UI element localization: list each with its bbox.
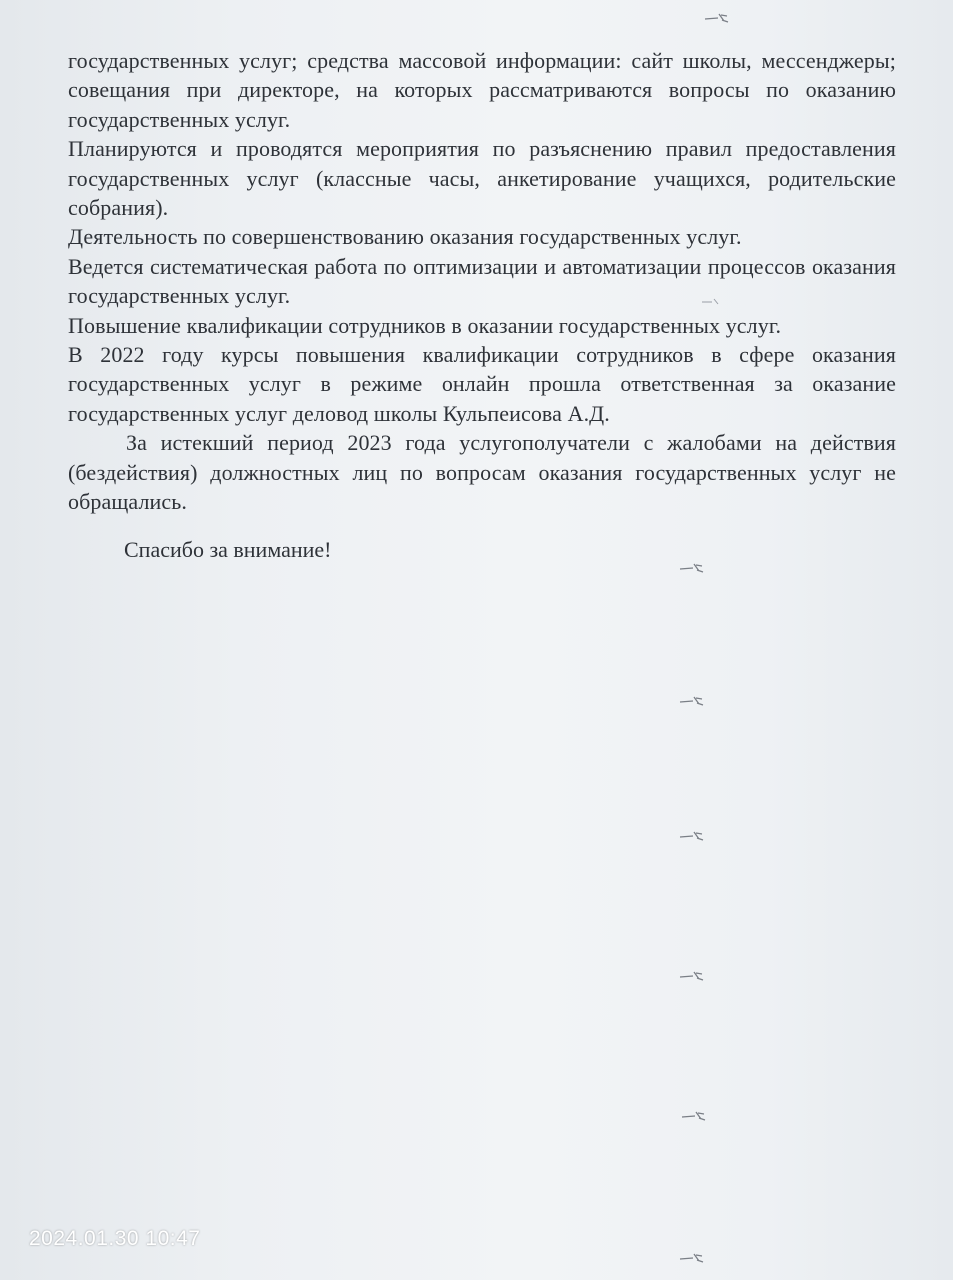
closing-thanks: Спасибо за внимание! — [124, 537, 332, 562]
toner-speck — [679, 970, 705, 982]
paragraph-training-2022: В 2022 году курсы повышения квалификации сотрудников в сфере оказания государственных услуг в режиме онлайн прошла ответственная за оказание государственных услуг деловод школы Кульпеисова А.Д. — [68, 342, 896, 426]
paragraph-improvement-heading: Деятельность по совершенствованию оказания государственных услуг. — [68, 224, 742, 250]
paragraph-training-heading: Повышение квалификации сотрудников в оказании государственных услуг. — [68, 312, 782, 338]
paragraph-optimization: Ведется систематическая работа по оптимизации и автоматизации процессов оказания государственных услуг. — [68, 253, 896, 309]
toner-speck — [679, 695, 705, 707]
paragraph-info-channels: государственных услуг; средства массовой информации: сайт школы, мессенджеры; совещания при директоре, на которых рассматриваются вопросы по оказанию государственных услуг. — [68, 48, 896, 132]
toner-speck — [700, 296, 726, 308]
toner-speck — [679, 562, 705, 574]
toner-speck — [704, 12, 730, 24]
paragraph-complaints: За истекший период 2023 года услугополучатели с жалобами на действия (бездействия) должностных лиц по вопросам оказания государственных услуг не обращались. — [68, 430, 896, 515]
document-body — [68, 46, 896, 517]
toner-speck — [679, 830, 705, 842]
paragraph-events: Планируются и проводятся мероприятия по разъяснению правил предоставления государственных услуг (классные часы, анкетирование учащихся, родительские собрания). — [68, 136, 896, 221]
toner-speck — [681, 1110, 707, 1122]
photo-timestamp: 2024.01.30 10:47 — [29, 1227, 201, 1250]
toner-speck — [679, 1252, 705, 1264]
